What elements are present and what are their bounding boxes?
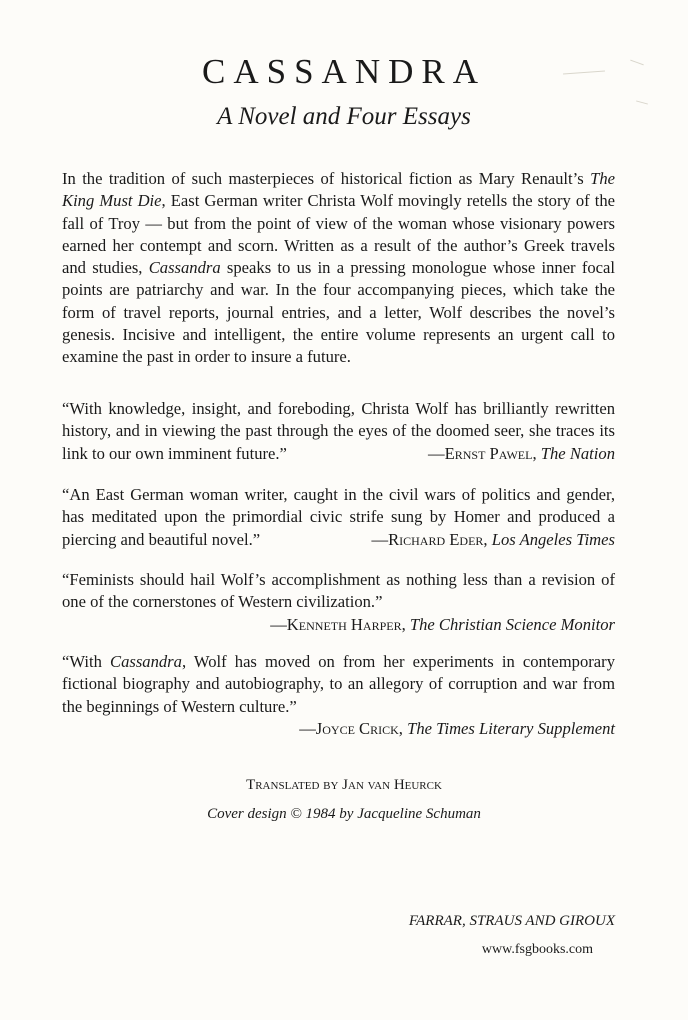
review-source: The Christian Science Monitor <box>409 614 615 634</box>
review-quote: “An East German woman writer, caught in the civil wars of politics and gender, has meditated upon the primordial civic strife sung by Homer and produced a piercing and beautiful novel.” <box>62 485 615 549</box>
description-text: , East German writer Christa Wolf movingly retells the story of the fall of Troy — but from the point of view of the woman whose visionary powers earned her contempt and scorn. Written as a result of the author’s Greek travels and studies, <box>62 191 615 278</box>
book-description <box>62 168 615 369</box>
review-source: Los Angeles Times <box>491 529 615 549</box>
review-2 <box>62 484 615 551</box>
review-author: —Richard Eder, <box>371 529 488 549</box>
description-text: speaks to us in a pressing monologue whose inner focal points are patriarchy and war. In the four accompanying pieces, which take the form of travel reports, journal entries, and a letter, Wolf describes the novel’s genesis. Incisive and intelligent, the entire volume represents an urgent call to examine the past in order to insure a future. <box>62 258 615 367</box>
review-quote: “With knowledge, insight, and foreboding, Christa Wolf has brilliantly rewritten history, and in viewing the past through the eyes of the doomed seer, she traces its link to our own imminent future.” <box>62 399 615 463</box>
publisher-url: www.fsgbooks.com <box>481 942 593 957</box>
publisher-name: FARRAR, STRAUS AND GIROUX <box>408 913 615 929</box>
book-subtitle: A Novel and Four Essays <box>217 103 471 130</box>
review-quote-title: Cassandra <box>110 652 182 671</box>
review-author: —Joyce Crick, <box>299 718 403 738</box>
review-quote: “With <box>62 652 110 671</box>
review-author: —Kenneth Harper, <box>270 614 406 634</box>
review-quote: “Feminists should hail Wolf’s accomplishment as nothing less than a revision of one of the cornerstones of Western civilization.” <box>62 570 615 612</box>
translator-credit: Translated by Jan van Heurck <box>246 777 442 793</box>
cover-design-credit: Cover design © 1984 by Jacqueline Schuman <box>207 806 481 822</box>
book-title: CASSANDRA <box>202 52 486 91</box>
description-title-reference: Cassandra <box>148 258 221 278</box>
review-1 <box>62 398 615 465</box>
review-author: —Ernst Pawel, <box>428 443 537 463</box>
review-3 <box>62 569 615 636</box>
review-source: The Nation <box>540 443 615 463</box>
description-text: In the tradition of such masterpieces of historical fiction as Mary Renault’s <box>62 169 591 188</box>
review-source: The Times Literary Supplement <box>407 718 615 738</box>
review-4 <box>62 651 615 740</box>
review-quote: , Wolf has moved on from her experiments in contemporary fictional biography and autobiography, to an allegory of corruption and war from the beginnings of Western culture.” <box>62 652 615 716</box>
description-title-reference: The King Must Die <box>62 169 615 211</box>
